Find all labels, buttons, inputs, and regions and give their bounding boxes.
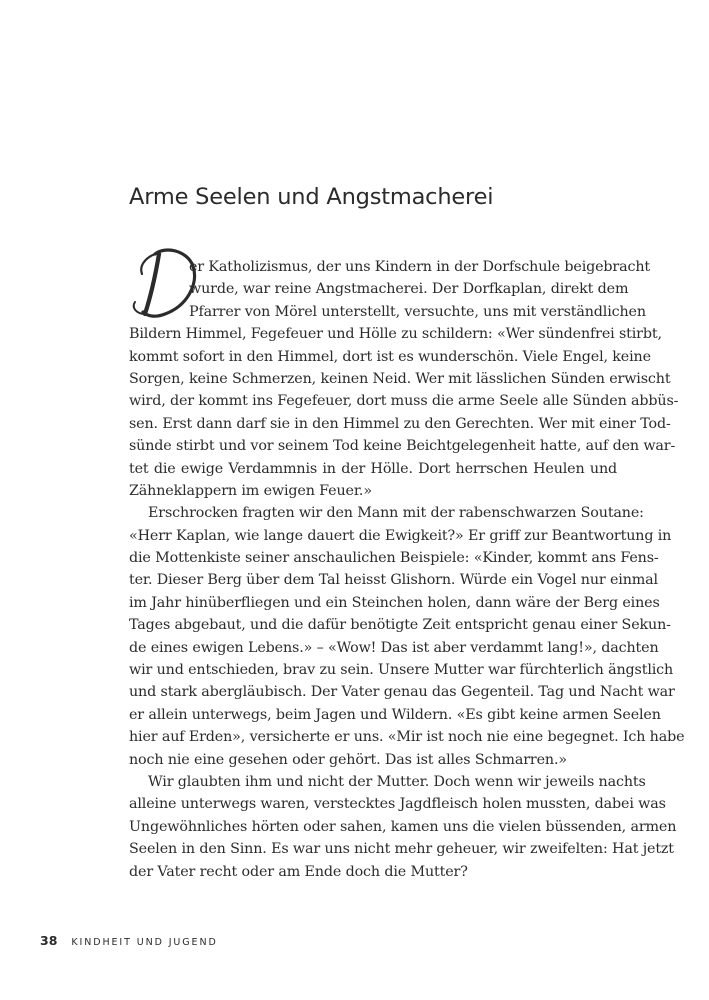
text-line: hier auf Erden», versicherte er uns. «Mir ist noch nie eine begegnet. Ich habe [129,729,685,746]
text-line: Sorgen, keine Schmerzen, keinen Neid. Wer mit lässlichen Sünden erwischt [129,370,671,387]
body-text [129,256,685,883]
text-line: die Mottenkiste seiner anschaulichen Beispiele: «Kinder, kommt ans Fens- [129,550,659,567]
chapter-title: Arme Seelen und Angstmacherei [129,184,494,210]
text-line: wird, der kommt ins Fegefeuer, dort muss die arme Seele alle Sünden abbüs- [129,393,679,410]
text-line: er allein unterwegs, beim Jagen und Wildern. «Es gibt keine armen Seelen [129,706,661,723]
text-line: Zähneklappern im ewigen Feuer.» [129,482,372,499]
text-line: de eines ewigen Lebens.» – «Wow! Das ist aber verdammt lang!», dachten [129,639,659,656]
text-line: Erschrocken fragten wir den Mann mit der rabenschwarzen Soutane: [148,505,644,522]
text-line: wir und entschieden, brav zu sein. Unsere Mutter war fürchterlich ängstlich [129,662,674,679]
page-footer [40,933,218,949]
text-line: Tages abgebaut, und die dafür benötigte Zeit entspricht genau einer Sekun- [129,617,671,634]
text-line: und stark abergläubisch. Der Vater genau das Gegenteil. Tag und Nacht war [129,684,675,701]
text-line: kommt sofort in den Himmel, dort ist es wunderschön. Viele Engel, keine [129,348,651,365]
text-line: Bildern Himmel, Fegefeuer und Hölle zu schildern: «Wer sündenfrei stirbt, [129,326,662,343]
text-line: alleine unterwegs waren, verstecktes Jagdfleisch holen mussten, dabei was [129,796,666,813]
text-line: Pfarrer von Mörel unterstellt, versuchte, uns mit verständlichen [189,303,646,320]
text-line: ter. Dieser Berg über dem Tal heisst Glishorn. Würde ein Vogel nur einmal [129,572,658,589]
text-line: im Jahr hinüberfliegen und ein Steinchen holen, dann wäre der Berg eines [129,594,660,611]
text-line: Wir glaubten ihm und nicht der Mutter. Doch wenn wir jeweils nachts [148,773,646,790]
text-line: noch nie eine gesehen oder gehört. Das ist alles Schmarren.» [129,751,567,768]
page-number: 38 [40,933,58,948]
running-head: KINDHEIT UND JUGEND [71,937,218,948]
text-line: wurde, war reine Angstmacherei. Der Dorfkaplan, direkt dem [189,281,629,298]
text-line: tet die ewige Verdammnis in der Hölle. Dort herrschen Heulen und [129,460,617,477]
text-line: der Vater recht oder am Ende doch die Mutter? [129,863,468,880]
text-line: Seelen in den Sinn. Es war uns nicht mehr geheuer, wir zweifelten: Hat jetzt [129,841,674,858]
text-line: sen. Erst dann darf sie in den Himmel zu den Gerechten. Wer mit einer Tod- [129,415,671,432]
text-line: sünde stirbt und vor seinem Tod keine Beichtgelegenheit hatte, auf den war- [129,438,676,455]
text-line: «Herr Kaplan, wie lange dauert die Ewigkeit?» Er griff zur Beantwortung in [129,527,672,544]
text-line: er Katholizismus, der uns Kindern in der Dorfschule beigebracht [189,259,651,275]
text-line: Ungewöhnliches hörten oder sahen, kamen uns die vielen büssenden, armen [129,818,677,835]
